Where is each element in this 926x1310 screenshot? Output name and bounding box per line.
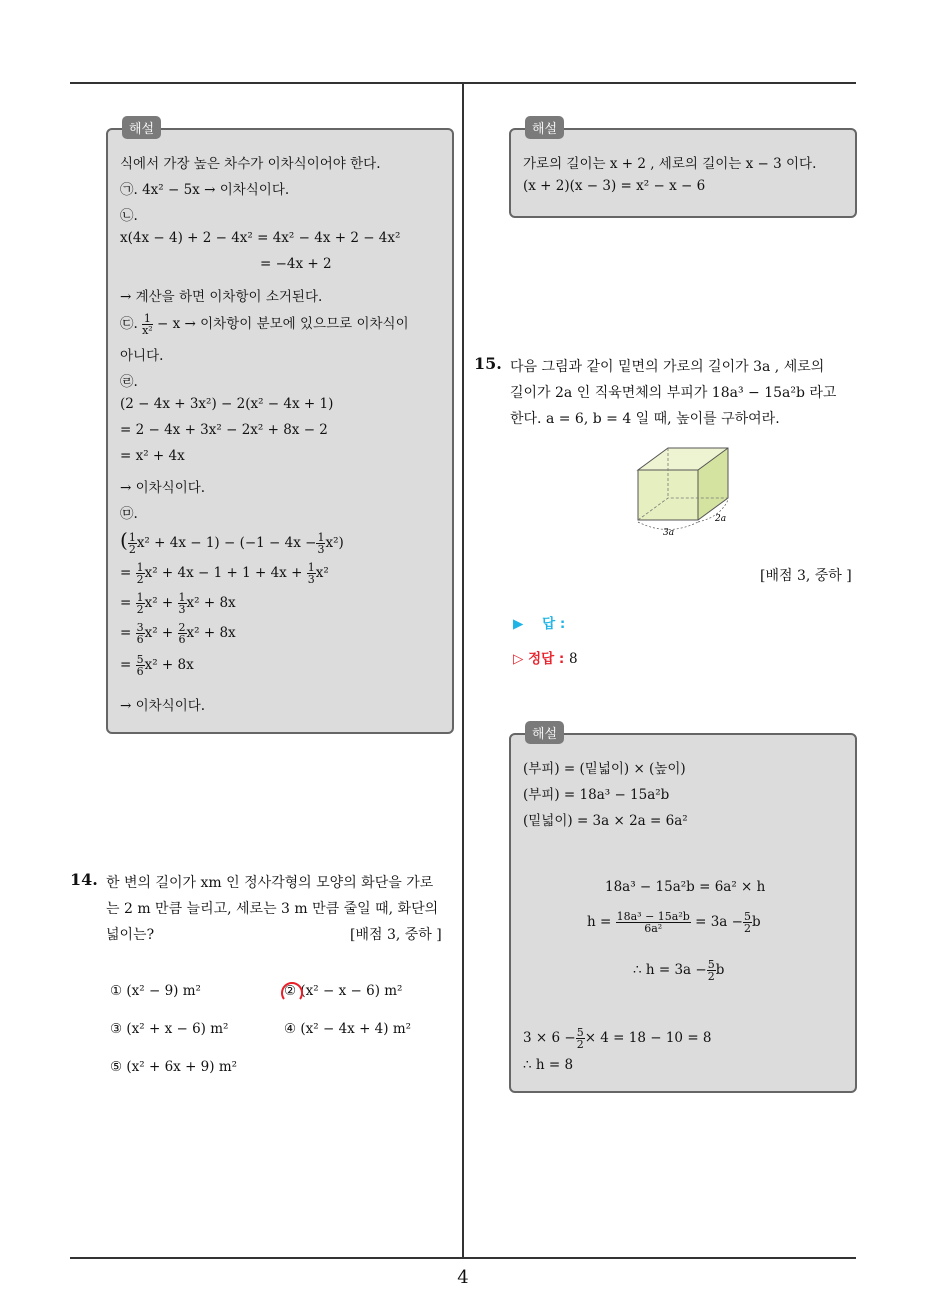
- correct-answer-row: [513, 647, 578, 667]
- solution-line: 식에서 가장 높은 차수가 이차식이어야 한다.: [120, 156, 381, 172]
- solution-line: = 2 − 4x + 3x² − 2x² + 8x − 2: [120, 422, 328, 438]
- solution-line: 아니다.: [120, 348, 164, 364]
- solution-line: = $\frac{1}{2}$ x² + $\frac{1}{3}$ x² + 8x: [120, 591, 236, 616]
- play-arrow-icon: ▶: [513, 616, 524, 632]
- solution-line: ∴ h = 8: [523, 1057, 574, 1073]
- solution-tag: 해설: [122, 116, 161, 139]
- selected-choice-marker: ②: [284, 983, 296, 999]
- solution-line: = −4x + 2: [260, 256, 332, 272]
- page-number: 4: [457, 1267, 469, 1288]
- fraction: $\frac{1}{\text{x²}}$: [142, 312, 153, 337]
- question-text: 한다. a = 6, b = 4 일 때, 높이를 구하여라.: [510, 411, 780, 427]
- fraction: $\frac{5}{2}$: [707, 958, 715, 983]
- fraction: $\frac{1}{2}$: [136, 561, 144, 586]
- cuboid-figure: [630, 445, 740, 540]
- fraction: $\frac{5}{2}$: [576, 1026, 584, 1051]
- option-5[interactable]: ⑤ (x² + 6x + 9) m²: [110, 1059, 238, 1075]
- solution-tag: 해설: [525, 721, 564, 744]
- solution-line: (2 − 4x + 3x²) − 2(x² − 4x + 1): [120, 396, 334, 412]
- solution-line: ㉣.: [120, 374, 138, 390]
- question-text: 길이가 2a 인 직육면체의 부피가 18a³ − 15a²b 라고: [510, 385, 837, 401]
- score-label: [배점 3, 중하 ]: [350, 927, 442, 943]
- question-text: 한 변의 길이가 xm 인 정사각형의 모양의 화단을 가로: [106, 875, 434, 891]
- solution-box-q13: [106, 122, 454, 734]
- solution-line: [120, 312, 409, 336]
- solution-line: = x² + 4x: [120, 448, 185, 464]
- fraction: $\frac{3}{6}$: [136, 621, 144, 646]
- figure-label-width: 3a: [663, 528, 675, 538]
- fraction: $\frac{5}{2}$: [743, 910, 751, 935]
- solution-line: ( $\frac{1}{2}$ x² + 4x − 1) − (−1 − 4x − $\frac{1}{3}$ x²): [120, 528, 344, 556]
- fraction: $\frac{2}{6}$: [178, 621, 186, 646]
- open-arrow-icon: ▷: [513, 651, 524, 667]
- correct-label: 정답 :: [528, 651, 565, 667]
- fraction: $\frac{1}{3}$: [307, 561, 315, 586]
- solution-line: = $\frac{5}{6}$ x² + 8x: [120, 653, 194, 678]
- solution-line: ∴ h = 3a − $\frac{5}{2}$ b: [633, 958, 725, 983]
- score-label: [배점 3, 중하 ]: [760, 568, 852, 584]
- question-text: 다음 그림과 같이 밑면의 가로의 길이가 3a , 세로의: [510, 359, 825, 375]
- solution-line: x(4x − 4) + 2 − 4x² = 4x² − 4x + 2 − 4x²: [120, 230, 401, 246]
- solution-line: ㉤.: [120, 506, 138, 522]
- solution-line: → 이차식이다.: [120, 480, 206, 496]
- fraction: $\frac{1}{3}$: [317, 531, 325, 556]
- answer-label: 답 :: [542, 616, 566, 632]
- fraction: $\frac{5}{6}$: [136, 653, 144, 678]
- solution-line: (부피) = (밑넓이) × (높이): [523, 761, 686, 777]
- solution-line: h = $\frac{\text{18a³ − 15a²b}}{\text{6a²}}$ = 3a − $\frac{5}{2}$ b: [587, 910, 761, 935]
- question-number: 15.: [474, 354, 502, 373]
- solution-line: 가로의 길이는 x + 2 , 세로의 길이는 x − 3 이다.: [523, 156, 817, 172]
- solution-box-q12: [509, 122, 857, 218]
- solution-line: 18a³ − 15a²b = 6a² × h: [605, 879, 766, 895]
- red-circle-icon: [278, 977, 306, 1005]
- option-3[interactable]: ③ (x² + x − 6) m²: [110, 1021, 229, 1037]
- answer-row: [513, 612, 565, 632]
- solution-line: = $\frac{1}{2}$ x² + 4x − 1 + 1 + 4x + $\frac{1}{3}$ x²: [120, 561, 329, 586]
- figure-label-depth: 2a: [715, 514, 727, 524]
- solution-line: ㉡.: [120, 208, 138, 224]
- option-2[interactable]: ② (x² − x − 6) m²: [284, 983, 402, 999]
- question-number: 14.: [70, 870, 98, 889]
- correct-value: 8: [568, 651, 578, 667]
- solution-line: (밑넓이) = 3a × 2a = 6a²: [523, 813, 688, 829]
- fraction: $\frac{1}{3}$: [178, 591, 186, 616]
- solution-box-q15: [509, 727, 857, 1093]
- solution-line: = $\frac{3}{6}$ x² + $\frac{2}{6}$ x² + 8x: [120, 621, 236, 646]
- option-4[interactable]: ④ (x² − 4x + 4) m²: [284, 1021, 412, 1037]
- solution-line: → 이차식이다.: [120, 698, 206, 714]
- solution-line: 3 × 6 − $\frac{5}{2}$ × 4 = 18 − 10 = 8: [523, 1026, 712, 1051]
- solution-tag: 해설: [525, 116, 564, 139]
- column-divider: [462, 84, 464, 1259]
- solution-line: (x + 2)(x − 3) = x² − x − 6: [523, 178, 706, 194]
- solution-text: − x → 이차항이 분모에 있으므로 이차식이: [157, 316, 409, 332]
- question-text: 는 2 m 만큼 늘리고, 세로는 3 m 만큼 줄일 때, 화단의: [106, 901, 439, 917]
- question-text: 넓이는?: [106, 927, 155, 943]
- fraction: $\frac{1}{2}$: [128, 531, 136, 556]
- solution-line: (부피) = 18a³ − 15a²b: [523, 787, 670, 803]
- option-1[interactable]: ① (x² − 9) m²: [110, 983, 201, 999]
- circled-label: ㉢.: [120, 316, 138, 332]
- solution-line: ㉠. 4x² − 5x → 이차식이다.: [120, 182, 290, 198]
- fraction: $\frac{1}{2}$: [136, 591, 144, 616]
- solution-line: → 계산을 하면 이차항이 소거된다.: [120, 289, 323, 305]
- fraction: $\frac{\text{18a³ − 15a²b}}{\text{6a²}}$: [616, 910, 690, 935]
